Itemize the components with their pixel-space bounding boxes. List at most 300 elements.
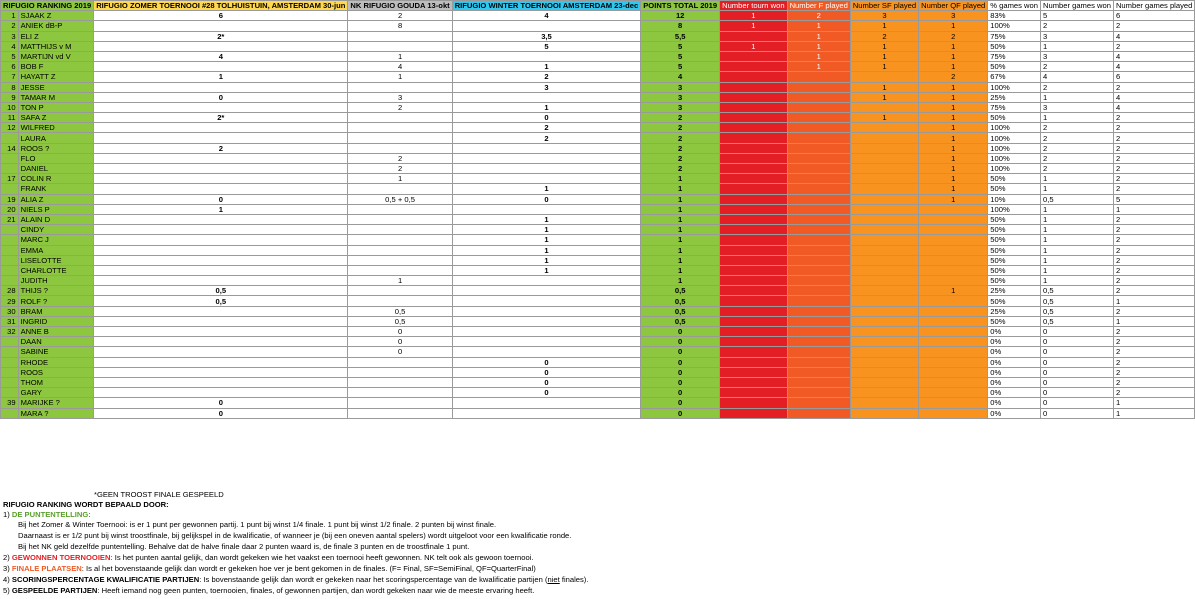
winter-points — [452, 21, 641, 31]
nk-points: 0,5 — [348, 316, 452, 326]
header-qf-played: Number QF played — [919, 1, 988, 11]
zomer-points — [94, 41, 348, 51]
tourn-won — [720, 306, 787, 316]
table-row — [1, 184, 1195, 194]
games-played: 2 — [1113, 153, 1194, 163]
table-row — [1, 51, 1195, 61]
winter-points — [452, 337, 641, 347]
zomer-points — [94, 347, 348, 357]
games-played: 2 — [1113, 164, 1194, 174]
games-played: 2 — [1113, 337, 1194, 347]
table-row — [1, 204, 1195, 214]
pct-won: 50% — [988, 174, 1041, 184]
games-won: 0 — [1040, 367, 1113, 377]
qf-played — [919, 357, 988, 367]
f-played — [787, 296, 850, 306]
rule-4-num: 4) — [3, 575, 10, 584]
f-played — [787, 123, 850, 133]
winter-points: 3,5 — [452, 31, 641, 41]
f-played — [787, 306, 850, 316]
games-won: 0,5 — [1040, 194, 1113, 204]
sf-played: 1 — [850, 113, 918, 123]
table-row — [1, 41, 1195, 51]
pct-won: 100% — [988, 153, 1041, 163]
qf-played: 1 — [919, 102, 988, 112]
sf-played — [850, 123, 918, 133]
qf-played: 1 — [919, 41, 988, 51]
nk-points: 1 — [348, 51, 452, 61]
points-total: 5 — [641, 62, 720, 72]
nk-points: 2 — [348, 153, 452, 163]
games-won: 2 — [1040, 133, 1113, 143]
winter-points: 1 — [452, 245, 641, 255]
games-won: 2 — [1040, 82, 1113, 92]
nk-points — [348, 408, 452, 418]
tourn-won — [720, 327, 787, 337]
nk-points — [348, 286, 452, 296]
qf-played — [919, 214, 988, 224]
zomer-points — [94, 184, 348, 194]
table-row — [1, 123, 1195, 133]
f-played — [787, 408, 850, 418]
nk-points: 1 — [348, 276, 452, 286]
f-played: 1 — [787, 41, 850, 51]
winter-points: 1 — [452, 184, 641, 194]
rank-cell — [1, 408, 19, 418]
rank-cell: 1 — [1, 11, 19, 21]
player-name: NIELS P — [18, 204, 94, 214]
rank-cell — [1, 377, 19, 387]
table-row — [1, 72, 1195, 82]
player-name: SJAAK Z — [18, 11, 94, 21]
table-row — [1, 164, 1195, 174]
table-row — [1, 245, 1195, 255]
player-name: ALAIN D — [18, 214, 94, 224]
nk-points: 2 — [348, 164, 452, 174]
tourn-won — [720, 337, 787, 347]
games-played: 2 — [1113, 347, 1194, 357]
games-played: 4 — [1113, 102, 1194, 112]
pct-won: 50% — [988, 225, 1041, 235]
qf-played — [919, 276, 988, 286]
sf-played — [850, 72, 918, 82]
zomer-points: 0,5 — [94, 296, 348, 306]
tourn-won — [720, 408, 787, 418]
qf-played: 2 — [919, 72, 988, 82]
points-total: 0 — [641, 377, 720, 387]
player-name: TAMAR M — [18, 92, 94, 102]
tourn-won — [720, 276, 787, 286]
points-total: 1 — [641, 184, 720, 194]
games-won: 1 — [1040, 92, 1113, 102]
f-played — [787, 265, 850, 275]
winter-points: 1 — [452, 102, 641, 112]
points-total: 0,5 — [641, 286, 720, 296]
zomer-points: 0 — [94, 408, 348, 418]
winter-points: 1 — [452, 225, 641, 235]
games-won: 3 — [1040, 31, 1113, 41]
points-total: 0 — [641, 388, 720, 398]
table-row — [1, 388, 1195, 398]
games-won: 5 — [1040, 11, 1113, 21]
sf-played: 2 — [850, 31, 918, 41]
table-row — [1, 174, 1195, 184]
header-tourn-won: Number tourn won — [720, 1, 787, 11]
points-total: 1 — [641, 225, 720, 235]
games-won: 2 — [1040, 123, 1113, 133]
rank-cell — [1, 133, 19, 143]
rule-3-num: 3) — [3, 564, 10, 573]
rank-cell — [1, 153, 19, 163]
tourn-won: 1 — [720, 11, 787, 21]
games-won: 1 — [1040, 225, 1113, 235]
winter-points — [452, 204, 641, 214]
zomer-points — [94, 306, 348, 316]
f-played: 2 — [787, 11, 850, 21]
table-row — [1, 21, 1195, 31]
games-played: 2 — [1113, 123, 1194, 133]
tourn-won — [720, 214, 787, 224]
pct-won: 75% — [988, 51, 1041, 61]
pct-won: 0% — [988, 367, 1041, 377]
pct-won: 50% — [988, 296, 1041, 306]
qf-played: 1 — [919, 62, 988, 72]
sf-played — [850, 306, 918, 316]
games-won: 1 — [1040, 113, 1113, 123]
games-played: 2 — [1113, 255, 1194, 265]
player-name: LISELOTTE — [18, 255, 94, 265]
games-won: 1 — [1040, 184, 1113, 194]
games-played: 4 — [1113, 51, 1194, 61]
player-name: MATTHIJS v M — [18, 41, 94, 51]
games-won: 2 — [1040, 153, 1113, 163]
player-name: ALIA Z — [18, 194, 94, 204]
sf-played — [850, 388, 918, 398]
winter-points: 1 — [452, 214, 641, 224]
sf-played — [850, 337, 918, 347]
table-row — [1, 82, 1195, 92]
qf-played — [919, 255, 988, 265]
qf-played — [919, 306, 988, 316]
player-name: MARTIJN vd V — [18, 51, 94, 61]
zomer-points: 6 — [94, 11, 348, 21]
zomer-points: 2* — [94, 31, 348, 41]
pct-won: 50% — [988, 235, 1041, 245]
player-name: WILFRED — [18, 123, 94, 133]
sf-played — [850, 143, 918, 153]
sf-played — [850, 214, 918, 224]
f-played — [787, 113, 850, 123]
player-name: ROOS ? — [18, 143, 94, 153]
table-row — [1, 306, 1195, 316]
f-played — [787, 286, 850, 296]
nk-points: 8 — [348, 21, 452, 31]
qf-played — [919, 377, 988, 387]
games-played: 2 — [1113, 388, 1194, 398]
pct-won: 50% — [988, 62, 1041, 72]
winter-points: 0 — [452, 388, 641, 398]
nk-points — [348, 123, 452, 133]
tourn-won — [720, 377, 787, 387]
nk-points — [348, 225, 452, 235]
games-won: 0 — [1040, 327, 1113, 337]
winter-points: 1 — [452, 265, 641, 275]
tourn-won — [720, 235, 787, 245]
nk-points — [348, 367, 452, 377]
games-won: 3 — [1040, 102, 1113, 112]
f-played — [787, 377, 850, 387]
games-won: 0 — [1040, 347, 1113, 357]
points-total: 0,5 — [641, 316, 720, 326]
points-total: 1 — [641, 265, 720, 275]
sf-played: 1 — [850, 92, 918, 102]
zomer-points — [94, 357, 348, 367]
rank-cell: 28 — [1, 286, 19, 296]
games-won: 0,5 — [1040, 316, 1113, 326]
qf-played — [919, 225, 988, 235]
rule-1 — [3, 510, 91, 519]
f-played — [787, 337, 850, 347]
rank-cell — [1, 245, 19, 255]
games-won: 1 — [1040, 245, 1113, 255]
f-played — [787, 143, 850, 153]
nk-points: 1 — [348, 72, 452, 82]
pct-won: 50% — [988, 41, 1041, 51]
player-name: CHARLOTTE — [18, 265, 94, 275]
points-total: 1 — [641, 194, 720, 204]
header-row — [1, 1, 1195, 11]
pct-won: 75% — [988, 31, 1041, 41]
points-total: 0 — [641, 327, 720, 337]
f-played — [787, 72, 850, 82]
points-total: 12 — [641, 11, 720, 21]
table-row — [1, 347, 1195, 357]
rank-cell — [1, 357, 19, 367]
games-won: 0,5 — [1040, 286, 1113, 296]
games-played: 2 — [1113, 357, 1194, 367]
games-played: 1 — [1113, 204, 1194, 214]
table-row — [1, 235, 1195, 245]
points-total: 0,5 — [641, 296, 720, 306]
qf-played: 1 — [919, 286, 988, 296]
rank-cell: 12 — [1, 123, 19, 133]
sf-played: 1 — [850, 82, 918, 92]
points-total: 0 — [641, 357, 720, 367]
table-row — [1, 357, 1195, 367]
winter-points: 3 — [452, 82, 641, 92]
points-total: 5 — [641, 51, 720, 61]
table-row — [1, 92, 1195, 102]
f-played — [787, 235, 850, 245]
games-played: 2 — [1113, 265, 1194, 275]
qf-played — [919, 265, 988, 275]
games-played: 2 — [1113, 133, 1194, 143]
sf-played — [850, 245, 918, 255]
sf-played — [850, 235, 918, 245]
zomer-points: 0 — [94, 194, 348, 204]
points-total: 0 — [641, 398, 720, 408]
qf-played: 2 — [919, 31, 988, 41]
sf-played — [850, 327, 918, 337]
nk-points: 0 — [348, 337, 452, 347]
qf-played — [919, 367, 988, 377]
rule-2-num: 2) — [3, 553, 10, 562]
zomer-points: 2 — [94, 143, 348, 153]
winter-points — [452, 92, 641, 102]
games-played: 2 — [1113, 143, 1194, 153]
tourn-won — [720, 357, 787, 367]
sf-played — [850, 347, 918, 357]
player-name: TON P — [18, 102, 94, 112]
sf-played — [850, 225, 918, 235]
points-total: 1 — [641, 276, 720, 286]
player-name: ANNE B — [18, 327, 94, 337]
zomer-points — [94, 235, 348, 245]
sf-played — [850, 276, 918, 286]
rank-cell — [1, 367, 19, 377]
qf-played: 1 — [919, 164, 988, 174]
zomer-points — [94, 265, 348, 275]
player-name: THIJS ? — [18, 286, 94, 296]
sf-played — [850, 316, 918, 326]
sf-played — [850, 296, 918, 306]
rule-2 — [3, 553, 533, 562]
nk-points: 3 — [348, 92, 452, 102]
nk-points — [348, 388, 452, 398]
nk-points — [348, 214, 452, 224]
qf-played: 1 — [919, 21, 988, 31]
rank-cell — [1, 235, 19, 245]
qf-played — [919, 316, 988, 326]
rank-cell — [1, 276, 19, 286]
winter-points: 0 — [452, 357, 641, 367]
zomer-points: 0 — [94, 92, 348, 102]
pct-won: 100% — [988, 143, 1041, 153]
winter-points: 5 — [452, 41, 641, 51]
points-total: 2 — [641, 133, 720, 143]
header-sf-played: Number SF played — [850, 1, 918, 11]
nk-points: 0 — [348, 327, 452, 337]
player-name: SABINE — [18, 347, 94, 357]
nk-points — [348, 245, 452, 255]
pct-won: 50% — [988, 316, 1041, 326]
player-name: RHODE — [18, 357, 94, 367]
rank-cell — [1, 337, 19, 347]
pct-won: 100% — [988, 123, 1041, 133]
tourn-won — [720, 123, 787, 133]
rank-cell: 11 — [1, 113, 19, 123]
rule-1-num: 1) — [3, 510, 10, 519]
games-played: 5 — [1113, 194, 1194, 204]
zomer-points: 2* — [94, 113, 348, 123]
rule-1-label: DE PUNTENTELLING: — [11, 510, 91, 519]
player-name: FRANK — [18, 184, 94, 194]
pct-won: 0% — [988, 337, 1041, 347]
sf-played: 1 — [850, 51, 918, 61]
zomer-points — [94, 82, 348, 92]
zomer-points — [94, 133, 348, 143]
games-won: 1 — [1040, 174, 1113, 184]
qf-played: 3 — [919, 11, 988, 21]
nk-points — [348, 143, 452, 153]
pct-won: 50% — [988, 245, 1041, 255]
games-played: 1 — [1113, 316, 1194, 326]
player-name: ROOS — [18, 367, 94, 377]
sf-played — [850, 184, 918, 194]
zomer-points — [94, 337, 348, 347]
pct-won: 50% — [988, 255, 1041, 265]
pct-won: 10% — [988, 194, 1041, 204]
qf-played: 1 — [919, 174, 988, 184]
games-played: 6 — [1113, 72, 1194, 82]
tourn-won — [720, 62, 787, 72]
rule-1-line-c: Bij het NK geld dezelfde puntentelling. Behalve dat de halve finale daar 2 punten waard is, de finale 3 punten en de troostfinale 1 punt. — [18, 542, 470, 551]
winter-points: 2 — [452, 123, 641, 133]
zomer-points — [94, 62, 348, 72]
rank-cell: 3 — [1, 31, 19, 41]
sf-played: 1 — [850, 62, 918, 72]
nk-points: 0,5 — [348, 306, 452, 316]
rule-4-text-a: : Is bovenstaande gelijk dan wordt er gekeken naar het scoringspercentage van de kwalificatie partijen ( — [199, 575, 548, 584]
table-row — [1, 31, 1195, 41]
pct-won: 83% — [988, 11, 1041, 21]
tourn-won — [720, 255, 787, 265]
winter-points — [452, 316, 641, 326]
rank-cell: 9 — [1, 92, 19, 102]
nk-points — [348, 82, 452, 92]
pct-won: 25% — [988, 92, 1041, 102]
table-row — [1, 133, 1195, 143]
points-total: 2 — [641, 153, 720, 163]
table-row — [1, 113, 1195, 123]
rules-title: RIFUGIO RANKING WORDT BEPAALD DOOR: — [3, 500, 169, 509]
nk-points — [348, 204, 452, 214]
points-total: 1 — [641, 235, 720, 245]
pct-won: 0% — [988, 398, 1041, 408]
qf-played — [919, 245, 988, 255]
pct-won: 50% — [988, 265, 1041, 275]
sf-played — [850, 255, 918, 265]
nk-points: 1 — [348, 174, 452, 184]
winter-points: 1 — [452, 235, 641, 245]
table-row — [1, 398, 1195, 408]
f-played — [787, 82, 850, 92]
pct-won: 0% — [988, 347, 1041, 357]
tourn-won — [720, 296, 787, 306]
rank-cell — [1, 255, 19, 265]
tourn-won — [720, 398, 787, 408]
points-total: 8 — [641, 21, 720, 31]
rank-cell — [1, 347, 19, 357]
header-games-won: Number games won — [1040, 1, 1113, 11]
tourn-won — [720, 72, 787, 82]
qf-played — [919, 398, 988, 408]
winter-points: 0 — [452, 377, 641, 387]
sf-played — [850, 398, 918, 408]
zomer-points — [94, 123, 348, 133]
tourn-won — [720, 133, 787, 143]
player-name: DANIEL — [18, 164, 94, 174]
rank-cell: 39 — [1, 398, 19, 408]
points-total: 2 — [641, 123, 720, 133]
games-won: 3 — [1040, 51, 1113, 61]
games-won: 0,5 — [1040, 296, 1113, 306]
nk-points — [348, 265, 452, 275]
rank-cell: 7 — [1, 72, 19, 82]
games-played: 2 — [1113, 245, 1194, 255]
table-row — [1, 408, 1195, 418]
tourn-won — [720, 174, 787, 184]
